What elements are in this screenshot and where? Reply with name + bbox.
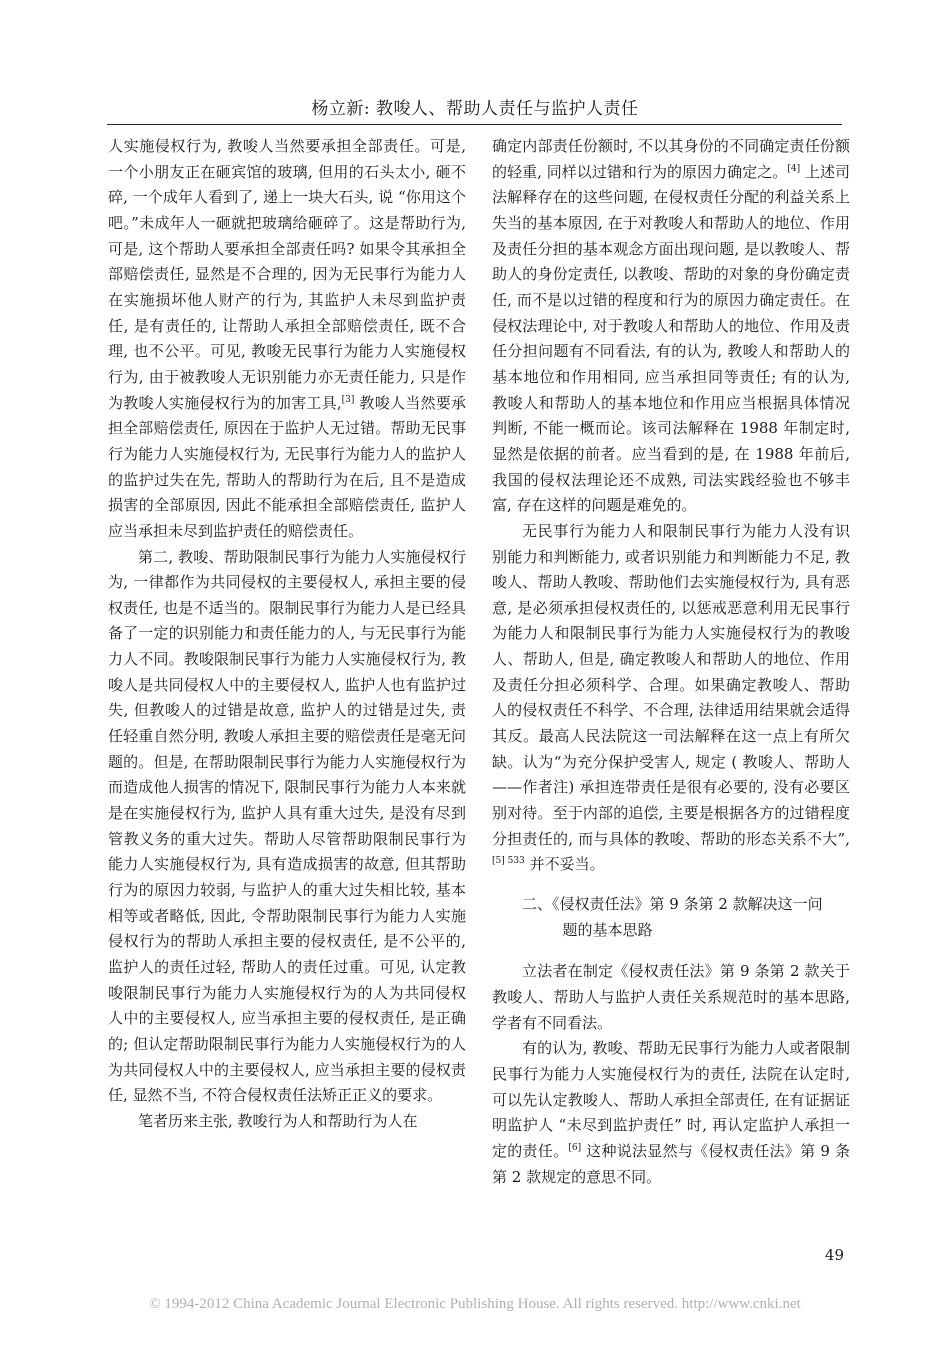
body-paragraph xyxy=(492,1036,850,1190)
left-column xyxy=(108,134,466,1135)
citation-mark: [4] xyxy=(787,163,801,174)
header-rule xyxy=(107,124,842,125)
paragraph-text: 无民事行为能力人和限制民事行为能力人没有识别能力和判断能力, 或者识别能力和判断能力不足, 教唆人、帮助人教唆、帮助他们去实施侵权行为, 具有恶意, 是必须承担侵权责任的, 以惩戒恶意利用无民事行为能力人和限制民事行为能力人实施侵权行为的教唆人、帮助人, 但是, 确定教唆人和帮助人的地位、作用及责任分担必须科学、合理。如果确定教唆人、帮助人的侵权责任不科学、不合理, 法律适用结果就会适得其反。最高人民法院这一司法解释在这一点上有所欠缺。认为“为充分保护受害人, 规定 ( 教唆人、帮助人——作者注) 承担连带责任是很有必要的, 没有必要区别对待。至于内部的追偿, 主要是根据各方的过错程度分担责任的, 而与具体的教唆、帮助的形态关系不大”, xyxy=(492,521,850,848)
citation-mark: [3] xyxy=(341,394,355,405)
paragraph-text: 人实施侵权行为, 教唆人当然要承担全部责任。可是, 一个小朋友正在砸宾馆的玻璃, 但用的石头太小, 砸不碎, 一个成年人看到了, 递上一块大石头, 说 “你用这个吧。”未成年人一砸就把玻璃给砸碎了。这是帮助行为, 可是, 这个帮助人要承担全部责任吗? 如果令其承担全部赔偿责任, 显然是不合理的, 因为无民事行为能力人在实施损坏他人财产的行为, 其监护人未尽到监护责任, 是有责任的, 让帮助人承担全部赔偿责任, 既不合理, 也不公平。可见, 教唆无民事行为能力人实施侵权行为, 由于被教唆人无识别能力亦无责任能力, 只是作为教唆人实施侵权行为的加害工具, xyxy=(108,137,466,412)
copyright-footer: © 1994-2012 China Academic Journal Electronic Publishing House. All rights reserved. http://www.cnki.net xyxy=(149,1296,801,1312)
body-paragraph: 笔者历来主张, 教唆行为人和帮助行为人在 xyxy=(138,1111,418,1130)
body-paragraph xyxy=(108,134,466,545)
paragraph-text: 并不妥当。 xyxy=(524,855,605,874)
section-heading-line: 二、《侵权责任法》第 9 条第 2 款解决这一问 xyxy=(522,895,823,914)
page-number: 49 xyxy=(824,1246,844,1264)
body-paragraph: 第二, 教唆、帮助限制民事行为能力人实施侵权行为, 一律都作为共同侵权的主要侵权人, 承担主要的侵权责任, 也是不适当的。限制民事行为能力人是已经具备了一定的识别能力和责任能力的人, 与无民事行为能力人不同。教唆限制民事行为能力人实施侵权行为, 教唆人是共同侵权人中的主要侵权人, 监护人也有监护过失, 但教唆人的过错是故意, 监护人的过错是过失, 责任轻重自然分明, 教唆人承担主要的赔偿责任是毫无问题的。但是, 在帮助限制民事行为能力人实施侵权行为而造成他人损害的情况下, 限制民事行为能力人本来就是在实施侵权行为, 监护人具有重大过失, 是没有尽到管教义务的重大过失。帮助人尽管帮助限制民事行为能力人实施侵权行为, 具有造成损害的故意, 但其帮助行为的原因力较弱, 与监护人的重大过失相比较, 基本相等或者略低, 因此, 令帮助限制民事行为能力人实施侵权行为的帮助人承担主要的侵权责任, 是不公平的, 监护人的责任过轻, 帮助人的责任过重。可见, 认定教唆限制民事行为能力人实施侵权行为的人为共同侵权人中的主要侵权人, 应当承担主要的侵权责任, 是正确的; 但认定帮助限制民事行为能力人实施侵权行为的人为共同侵权人中的主要侵权人, 应当承担主要的侵权责任, 显然不当, 不符合侵权责任法矫正正义的要求。 xyxy=(108,547,466,1105)
section-heading-line: 题的基本思路 xyxy=(562,920,653,939)
right-column xyxy=(492,134,850,1190)
paragraph-text: 确定内部责任份额时, 不以其身份的不同确定责任份额的轻重, 同样以过错和行为的原因力确定之。 xyxy=(492,137,850,181)
section-heading xyxy=(492,892,850,943)
paragraph-text: 这种说法显然与《侵权责任法》第 9 条第 2 款规定的意思不同。 xyxy=(492,1141,850,1186)
paragraph-text: 上述司法解释存在的这些问题, 在侵权责任分配的利益关系上失当的基本原因, 在于对教唆人和帮助人的地位、作用及责任分担的基本观念方面出现问题, 是以教唆人、帮助人的身份定责任, 以教唆、帮助的对象的身份确定责任, 而不是以过错的程度和行为的原因力确定责任。在侵权法理论中, 对于教唆人和帮助人的地位、作用及责任分担问题有不同看法, 有的认为, 教唆人和帮助人的基本地位和作用相同, 应当承担同等责任; 有的认为, 教唆人和帮助人的基本地位和作用应当根据具体情况判断, 不能一概而论。该司法解释在 1988 年制定时, 显然是依据的前者。应当看到的是, 在 1988 年前后, 我国的侵权法理论还不成熟, 司法实践经验也不够丰富, 存在这样的问题是难免的。 xyxy=(492,162,850,515)
paragraph-text: 有的认为, 教唆、帮助无民事行为能力人或者限制民事行为能力人实施侵权行为的责任, 法院在认定时, 可以先认定教唆人、帮助人承担全部责任, 在有证据证明监护人 “未尽到监护责任” 时, 再认定监护人承担一定的责任。 xyxy=(492,1039,850,1160)
body-paragraph xyxy=(492,134,850,519)
body-paragraph xyxy=(492,519,850,878)
citation-mark: [5] 533 xyxy=(492,856,525,867)
running-header-title: 杨立新: 教唆人、帮助人责任与监护人责任 xyxy=(311,99,639,119)
body-paragraph: 立法者在制定《侵权责任法》第 9 条第 2 款关于教唆人、帮助人与监护人责任关系规范时的基本思路, 学者有不同看法。 xyxy=(492,962,850,1032)
paragraph-text: 教唆人当然要承担全部赔偿责任, 原因在于监护人无过错。帮助无民事行为能力人实施侵权行为, 无民事行为能力人的监护人的监护过失在先, 帮助人的帮助行为在后, 且不是造成损害的全部原因, 因此不能承担全部赔偿责任, 监护人应当承担未尽到监护责任的赔偿责任。 xyxy=(108,393,466,540)
citation-mark: [6] xyxy=(568,1142,582,1153)
